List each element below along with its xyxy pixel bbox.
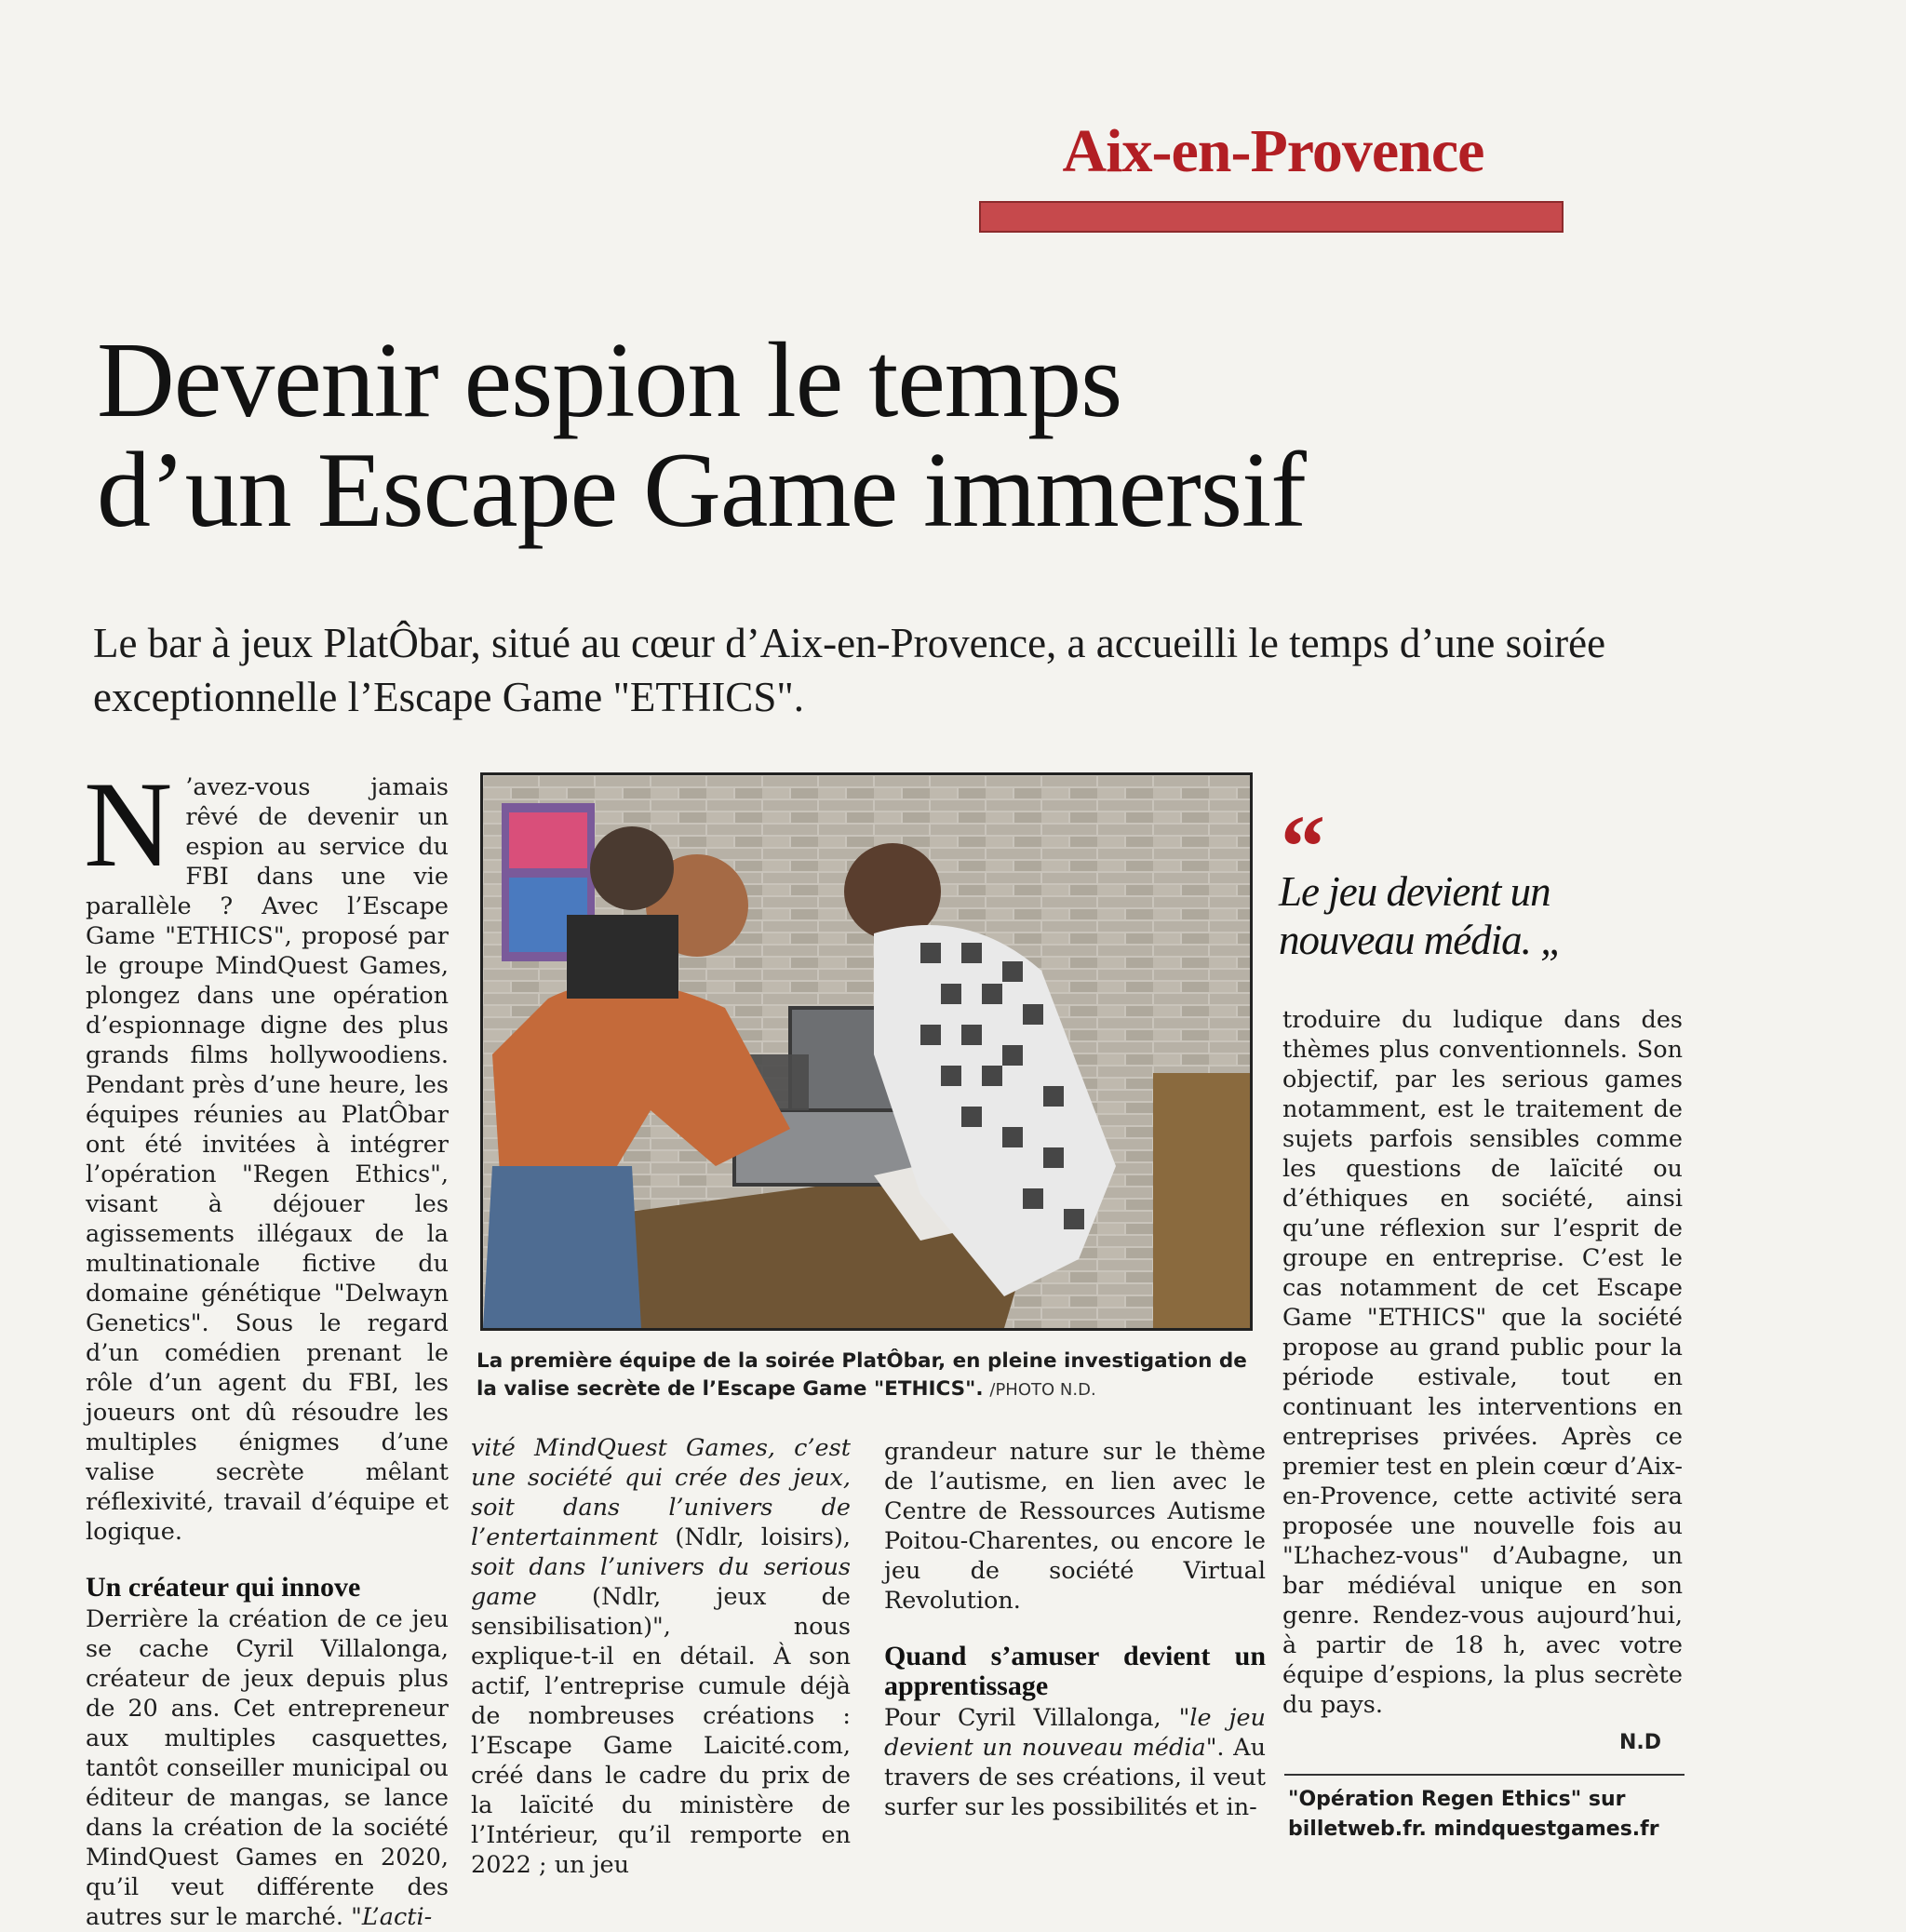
author-signature: N.D (1619, 1731, 1662, 1754)
paragraph-createur (86, 1604, 449, 1932)
headline-line-1: Devenir espion le temps (97, 321, 1122, 440)
section-rule (979, 201, 1564, 233)
subhead-createur: Un créateur qui innove (86, 1572, 361, 1603)
pull-quote-text: Le jeu devient un nouveau média. (1279, 868, 1550, 963)
photo-illustration (483, 775, 1250, 1328)
paragraph-activite (471, 1433, 851, 1880)
headline-line-2: d’un Escape Game immersif (97, 431, 1306, 550)
paragraph-activite-plain-1: (Ndlr, loisirs), (658, 1523, 851, 1551)
paragraph-apprentissage (884, 1703, 1266, 1822)
photo-credit: /PHOTO N.D. (989, 1380, 1096, 1400)
headline (97, 321, 1753, 550)
quote-mark-icon: “ (1281, 797, 1325, 896)
paragraph-activite-italic-2: soit dans l’univers du serious game (471, 1553, 851, 1611)
info-line-2: billetweb.fr. mindquestgames.fr (1288, 1818, 1659, 1841)
paragraph-apprentissage-italic: le jeu devient un nouveau média (884, 1704, 1266, 1762)
article-photo (480, 772, 1253, 1331)
body-column-2 (471, 1433, 851, 1880)
paragraph-objectif: troduire du ludique dans des thèmes plus conventionnels. Son objectif, par les serious games notamment, est le traitement de sujets parfois sensibles comme les questions de laïcité ou d’éthiques en société, ainsi qu’une réflexion sur l’esprit de groupe en entreprise. C’est le cas notamment de cet Escape Game "ETHICS" que la société propose au grand public pour la période estivale, tout en continuant les interventions en entreprises privées. Après ce premier test en plein cœur d’Aix-en-Provence, cette activité sera proposée une nouvelle fois au "L’hachez-vous" d’Aubagne, un bar médiéval unique en son genre. Rendez-vous aujourd’hui, à partir de 18 h, avec votre équipe d’espions, la plus secrète du pays. (1282, 1006, 1683, 1719)
pull-quote-close: „ (1540, 917, 1564, 963)
paragraph-autisme: grandeur nature sur le thème de l’autisme, en lien avec le Centre de Ressources Autisme Poitou-Charentes, ou encore le jeu de société Virtual Revolution. (884, 1438, 1266, 1615)
info-divider (1284, 1774, 1685, 1776)
body-column-1 (84, 756, 449, 1932)
section-label: Aix-en-Provence (1062, 117, 1484, 185)
info-box (1288, 1785, 1707, 1845)
paragraph-createur-italic: L’acti- (361, 1903, 433, 1931)
pull-quote (1279, 867, 1670, 964)
body-column-4 (1282, 1005, 1683, 1720)
paragraph-apprentissage-end: ". Au travers de ses créations, il veut surfer sur les possibilités et in- (884, 1734, 1266, 1821)
photo-caption (476, 1348, 1268, 1404)
paragraph-apprentissage-start: Pour Cyril Villalonga, " (884, 1704, 1190, 1732)
article-deck: Le bar à jeux PlatÔbar, situé au cœur d’Aix-en-Provence, a accueilli le temps d’une soirée exceptionnelle l’Escape Game "ETHICS". (93, 620, 1606, 720)
paragraph-createur-text: Derrière la création de ce jeu se cache Cyril Villalonga, créateur de jeux depuis plus de 20 ans. Cet entrepreneur aux multiples casquettes, tantôt conseiller municipal ou éditeur de mangas, se lance dans la création de la société MindQuest Games en 2020, qu’il veut différente des autres sur le marché. " (86, 1605, 449, 1931)
intro-paragraph: ’avez-vous jamais rêvé de devenir un espion au service du FBI dans une vie parallèle ? Avec l’Escape Game "ETHICS", proposé par le groupe MindQuest Games, plongez dans une opération d’espionnage digne des plus grands films hollywoodiens. Pendant près d’une heure, les équipes réunies au PlatÔbar ont été invitées à intégrer l’opération "Regen Ethics", visant à déjouer les agissements illégaux de la multinationale fictive du domaine génétique "Delwayn Genetics". Sous le regard d’un comédien prenant le rôle d’un agent du FBI, les joueurs ont dû résoudre les multiples énigmes d’une valise secrète mêlant réflexivité, travail d’équipe et logique. (86, 773, 449, 1546)
paragraph-activite-plain-2: (Ndlr, jeux de sensibilisation)", nous explique-t-il en détail. À son actif, l’entreprise cumule déjà de nombreuses créations : l’Escape Game Laicité.com, créé dans le cadre du prix de la laïcité du ministère de l’Intérieur, qu’il remporte en 2022 ; un jeu (471, 1583, 851, 1879)
drop-cap: N (84, 756, 173, 892)
paragraph-activite-italic-1: vité MindQuest Games, c’est une société qui crée des jeux, soit dans l’univers de l’entertainment (471, 1434, 851, 1551)
photo-caption-text: La première équipe de la soirée PlatÔbar, en pleine investigation de la valise secrète de l’Escape Game "ETHICS". (476, 1349, 1247, 1401)
subhead-apprentissage: Quand s’amuser devient un apprentissage (884, 1641, 1266, 1701)
info-line-1: "Opération Regen Ethics" sur (1288, 1788, 1626, 1811)
body-column-3 (884, 1437, 1266, 1822)
